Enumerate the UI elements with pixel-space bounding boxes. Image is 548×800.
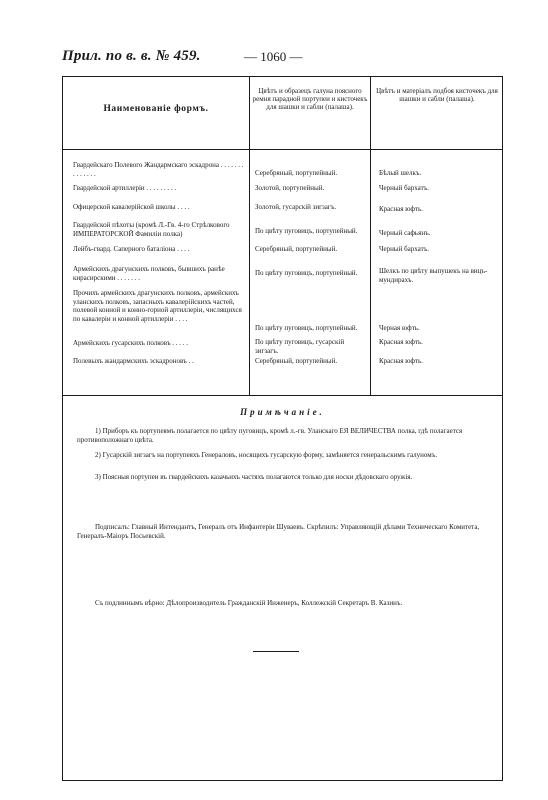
table-row-silk: Красная юфть.	[379, 205, 423, 213]
table-row-silk: Красная юфть.	[379, 338, 423, 346]
table-row-galun: Серебряный, портупейный.	[255, 245, 338, 253]
appendix-title: Прил. по в. в. № 459.	[62, 48, 201, 64]
notes-title: Примѣчаніе.	[240, 407, 325, 417]
page-number: — 1060 —	[244, 49, 303, 64]
table-row-galun: По цвѣту пуговицъ, портупейный.	[255, 227, 358, 235]
note-item: 2) Гусарскій зигзагъ на портупеяхъ Генераловъ, носящихъ гусарскую форму, замѣняется генеральскимъ галуномъ.	[95, 451, 438, 459]
note-item: 1) Приборъ къ портупеямъ полагается по цвѣту пуговицъ, кромѣ л.-гв. Уланскаго ЕЯ ВЕЛИЧЕСТВА полка, гдѣ полагается противоположнаго цвѣта.	[77, 427, 463, 444]
column-divider	[370, 77, 371, 395]
table-row-name: Гвардейской пѣхоты (кромѣ Л.-Гв. 4-го Стрѣлкового ИМПЕРАТОРСКОЙ Фамиліи полка)	[73, 221, 230, 238]
table-row-name: Полевыхъ жандармскихъ эскадроновъ . .	[73, 357, 194, 365]
table-row-silk: Черный бархатъ.	[379, 245, 430, 253]
table-row-galun: По цвѣту пуговицъ, портупейный.	[255, 269, 358, 277]
column-header-silk: Цвѣтъ и матеріалъ подбоя кисточекъ для шашки и сабли (палаша).	[376, 87, 498, 103]
signatures-block: Подписалъ: Главный Интендантъ, Генералъ отъ Инфантеріи Шуваевъ. Скрѣпилъ: Управляющій дѣлами Техническаго Комитета, Генералъ-Маіоръ Посьевскій.	[77, 523, 480, 540]
table-row-galun: По цвѣту пуговицъ, гусарскій зигзагъ.	[255, 338, 345, 355]
table-row-silk: Красная юфть.	[379, 357, 423, 365]
table-bottom-rule	[63, 395, 502, 396]
column-header-name: Наименованіе формъ.	[103, 104, 209, 114]
table-row-name: Прочихъ армейскихъ драгунскихъ полковъ, армейскихъ уланскихъ полковъ, запасныхъ кавалерійскихъ частей, полевой конной и конно-горной артиллеріи, числящихся по кавалеріи и конной артиллеріи . . . .	[73, 289, 242, 323]
header-divider	[63, 149, 502, 150]
table-row-galun: Серебряный, портупейный.	[255, 357, 338, 365]
closing-rule	[253, 651, 299, 652]
table-row-name: Армейскихъ гусарскихъ полковъ . . . . .	[73, 339, 189, 347]
table-row-name: Армейскихъ драгунскихъ полковъ, бывшихъ ранѣе кирасирскими . . . . . . .	[73, 265, 225, 282]
table-row-silk: Бѣлый шелкъ.	[379, 169, 422, 177]
note-item: 3) Поясныя портупеи въ гвардейскихъ казачьихъ частяхъ полагаются только для носки дѣдовскаго оружія.	[95, 473, 413, 481]
document-frame	[62, 76, 503, 781]
table-row-name: Лейбъ-гвард. Саперного баталіона . . . .	[73, 245, 190, 253]
table-row-galun: По цвѣту пуговицъ, портупейный.	[255, 324, 358, 332]
table-row-silk: Черная юфть.	[379, 324, 420, 332]
column-divider	[249, 77, 250, 395]
table-row-galun: Серебряный, портупейный.	[255, 169, 338, 177]
table-row-silk: Черный бархатъ.	[379, 184, 430, 192]
table-row-galun: Золотой, портупейный.	[255, 184, 325, 192]
table-row-silk: Шелкъ по цвѣту выпушекъ на вицъ-мундирахъ.	[379, 267, 488, 284]
table-row-name: Гвардейской артиллеріи . . . . . . . . .	[73, 184, 177, 192]
table-row-name: Офицерской кавалерійской школы . . . .	[73, 203, 190, 211]
page-header	[62, 48, 502, 68]
table-row-galun: Золотой, гусарскій зигзагъ.	[255, 203, 337, 211]
column-header-galun: Цвѣтъ и образецъ галуна поясного ремня парадной портупеи и кисточекъ для шашки и сабли (палаша).	[252, 87, 368, 111]
table-row-name: Гвардейскаго Полевого Жандармскаго эскадрона . . . . . . . . . . . . . .	[73, 161, 244, 178]
table-row-silk: Черный сафьянъ.	[379, 229, 431, 237]
certification-block: Съ подлиннымъ вѣрно: Дѣлопроизводитель Гражданскій Инженеръ, Коллежскій Секретаръ В. Казинъ.	[95, 599, 403, 607]
